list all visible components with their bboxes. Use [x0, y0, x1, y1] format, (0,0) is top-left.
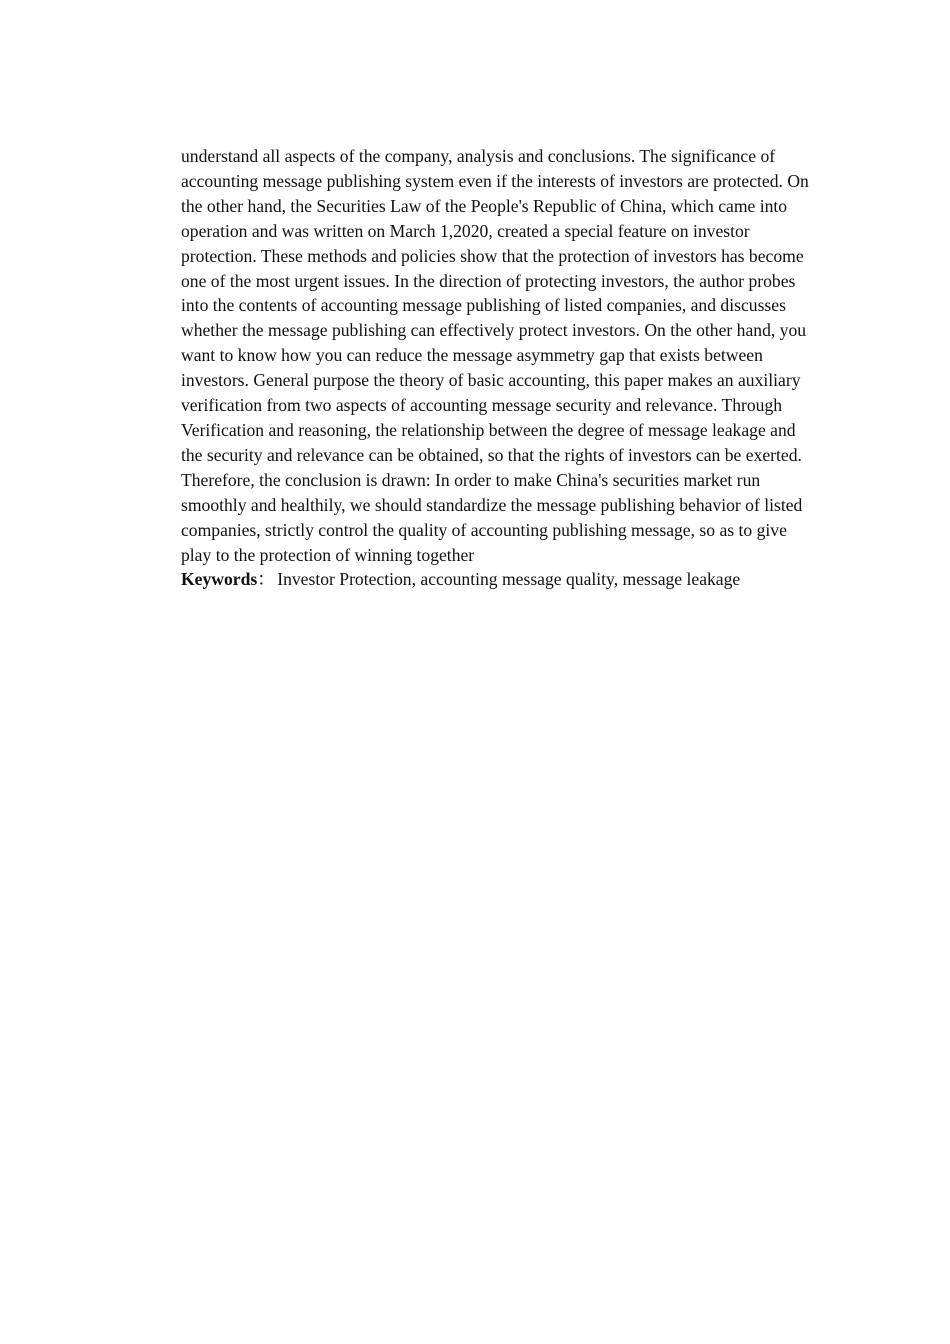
- keywords-separator: ：: [257, 569, 275, 590]
- abstract-section: [181, 144, 817, 592]
- keywords-value: Investor Protection, accounting message quality, message leakage: [277, 569, 741, 590]
- keywords-line: [181, 567, 817, 592]
- keywords-label: Keywords: [181, 569, 258, 590]
- abstract-body: understand all aspects of the company, analysis and conclusions. The significance of accounting message publishing system even if the interests of investors are protected. On the other hand, the Securities Law of the People's Republic of China, which came into operation and was written on March 1,2020, created a special feature on investor protection. These methods and policies show that the protection of investors has become one of the most urgent issues. In the direction of protecting investors, the author probes into the contents of accounting message publishing of listed companies, and discusses whether the message publishing can effectively protect investors. On the other hand, you want to know how you can reduce the message asymmetry gap that exists between investors. General purpose the theory of basic accounting, this paper makes an auxiliary verification from two aspects of accounting message security and relevance. Through Verification and reasoning, the relationship between the degree of message leakage and the security and relevance can be obtained, so that the rights of investors can be exerted. Therefore, the conclusion is drawn: In order to make China's securities market run smoothly and healthily, we should standardize the message publishing behavior of listed companies, strictly control the quality of accounting publishing message, so as to give play to the protection of winning together: [181, 146, 809, 565]
